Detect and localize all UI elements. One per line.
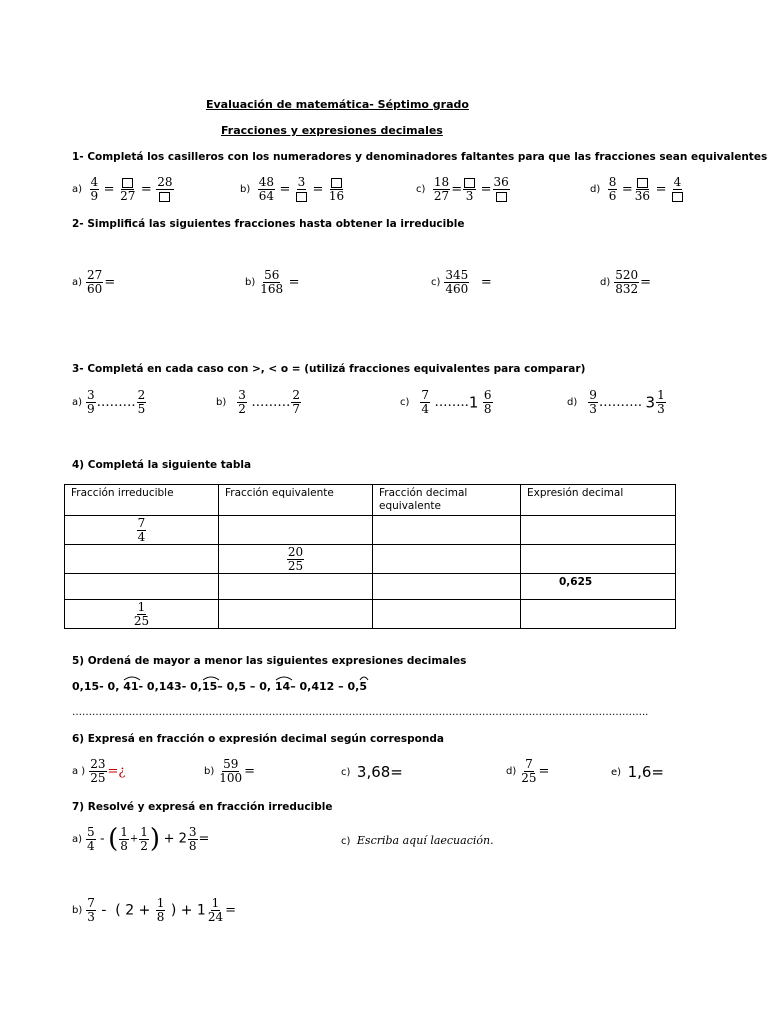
q2-item-a: a) $\frac{27}{60}$ = — [72, 268, 116, 296]
q2-item-c: c) $\frac{345}{460}$ = — [431, 268, 492, 296]
table-cell[interactable] — [521, 545, 676, 574]
q7-item-c: c) Escriba aquí laecuación. — [341, 834, 494, 847]
period-arc: 15 — [202, 680, 217, 693]
blank-box[interactable] — [464, 178, 475, 188]
blank-box[interactable] — [122, 178, 133, 188]
table-cell[interactable] — [65, 574, 219, 600]
q6-item-c: c) 3,68= — [341, 763, 403, 781]
table-header: Fracción decimal equivalente — [373, 485, 521, 516]
table-header: Fracción equivalente — [219, 485, 373, 516]
page-title: Evaluación de matemática- Séptimo grado — [206, 98, 469, 111]
table-row — [65, 545, 676, 574]
table-cell[interactable] — [373, 574, 521, 600]
equation-placeholder[interactable]: Escriba aquí laecuación. — [356, 834, 494, 847]
blank-box[interactable] — [159, 192, 170, 202]
q1-item-c: c) $\frac{18}{27}$ = 3 = 36 — [416, 175, 509, 203]
q3-item-b: b) $\frac{3}{2}$ ……… $\frac{2}{7}$ — [216, 388, 301, 416]
q3-item-a: a) $\frac{3}{9}$ ……… $\frac{2}{5}$ — [72, 388, 146, 416]
q6-item-d: d) $\frac{7}{25}$ = — [506, 757, 550, 785]
q7-item-b: b) $\frac{7}{3}$ - ( 2 + $\frac{1}{8}$ ) + 1 $\frac{1}{24}$ = — [72, 896, 237, 924]
fraction-table — [64, 484, 676, 629]
q6-prompt: 6) Expresá en fracción o expresión decimal según corresponda — [72, 733, 444, 745]
q3-item-d: d) $\frac{9}{3}$ ………. 3 $\frac{1}{3}$ — [567, 388, 665, 416]
blank-box[interactable] — [672, 192, 683, 202]
q6-item-a: a ) $\frac{23}{25}$ =¿ — [72, 757, 126, 785]
fraction: 28 — [156, 176, 173, 203]
period-arc: 14 — [275, 680, 290, 693]
table-cell[interactable] — [219, 574, 373, 600]
q2-prompt: 2- Simplificá las siguientes fracciones hasta obtener la irreducible — [72, 218, 465, 230]
table-cell[interactable]: 0,625 — [521, 574, 676, 600]
table-header: Expresión decimal — [521, 485, 676, 516]
q1-item-b: b) $\frac{48}{64}$ = 3 = 16 — [240, 175, 345, 203]
table-cell[interactable] — [65, 545, 219, 574]
q4-prompt: 4) Completá la siguiente tabla — [72, 459, 252, 471]
blank-box[interactable] — [331, 178, 342, 188]
q5-prompt: 5) Ordená de mayor a menor las siguientes expresiones decimales — [72, 655, 467, 667]
q1-prompt: 1- Completá los casilleros con los numeradores y denominadores faltantes para que las fracciones sean equivalentes — [72, 151, 768, 163]
q5-decimals: 0,15- 0, 41 - 0,143- 0,15 – 0,5 – 0, 14 – 0,412 – 0,5 — [72, 680, 367, 693]
answer-line[interactable]: ……………………………………………………………………………………………………………………………………………………….. — [72, 707, 649, 718]
period-arc: 41 — [123, 680, 138, 693]
fraction: $\frac{4}{9}$ — [90, 175, 99, 203]
q3-prompt: 3- Completá en cada caso con >, < o = (utilizá fracciones equivalentes para comparar) — [72, 363, 586, 375]
table-cell[interactable] — [373, 600, 521, 629]
table-cell[interactable] — [219, 600, 373, 629]
fraction: 27 — [119, 176, 136, 203]
q1-item-d: d) $\frac{8}{6}$ = 36 = 4 — [590, 175, 682, 203]
table-row — [65, 574, 676, 600]
table-header: Fracción irreducible — [65, 485, 219, 516]
q7-prompt: 7) Resolvé y expresá en fracción irreducible — [72, 801, 333, 813]
table-cell[interactable] — [219, 516, 373, 545]
table-row — [65, 600, 676, 629]
q1-item-a: a) $\frac{4}{9}$ = 27 = 28 — [72, 175, 173, 203]
table-cell[interactable]: $\frac{7}{4}$ — [65, 516, 219, 545]
q7-item-a: a) $\frac{5}{4}$ - ( $\frac{1}{8}$ + $\frac{1}{2}$ ) + 2 $\frac{3}{8}$ = — [72, 824, 210, 854]
q2-item-d: d) $\frac{520}{832}$ = — [600, 268, 652, 296]
q3-item-c: c) $\frac{7}{4}$ ……..1 $\frac{6}{8}$ — [400, 388, 492, 416]
table-header-row — [65, 485, 676, 516]
q6-item-e: e) 1,6= — [611, 763, 664, 781]
table-cell[interactable]: $\frac{1}{25}$ — [65, 600, 219, 629]
table-cell[interactable] — [521, 600, 676, 629]
period-arc: 5 — [359, 680, 367, 693]
q6-item-b: b) $\frac{59}{100}$ = — [204, 757, 256, 785]
q2-item-b: b) $\frac{56}{168}$ = — [245, 268, 300, 296]
table-cell[interactable] — [521, 516, 676, 545]
blank-box[interactable] — [496, 192, 507, 202]
table-row — [65, 516, 676, 545]
table-cell[interactable] — [373, 516, 521, 545]
blank-box[interactable] — [637, 178, 648, 188]
page-subtitle: Fracciones y expresiones decimales — [221, 124, 443, 137]
table-cell[interactable] — [373, 545, 521, 574]
table-cell[interactable]: $\frac{20}{25}$ — [219, 545, 373, 574]
blank-box[interactable] — [296, 192, 307, 202]
